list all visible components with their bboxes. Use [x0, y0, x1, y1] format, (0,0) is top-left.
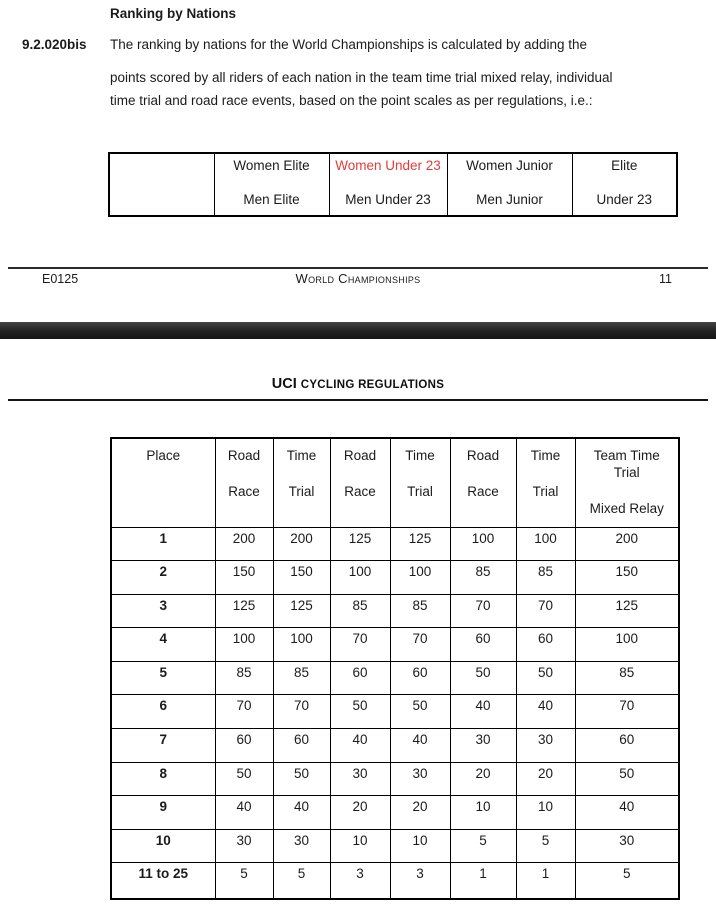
- points-cell: 40: [575, 796, 679, 830]
- points-cell: 5: [273, 863, 330, 899]
- place-cell: 2: [111, 561, 215, 595]
- footer-section-title: World Championships: [295, 271, 421, 286]
- header-line: Time: [530, 448, 561, 463]
- points-cell: 60: [516, 628, 575, 662]
- header-divider: [8, 399, 708, 401]
- points-cell: 40: [390, 729, 450, 763]
- points-table: [110, 437, 680, 900]
- categories-cell-empty: [109, 153, 214, 216]
- points-cell: 20: [390, 796, 450, 830]
- category-women-junior: Women Junior: [466, 158, 553, 173]
- points-cell: 30: [516, 729, 575, 763]
- points-cell: 85: [516, 561, 575, 595]
- points-header-team-time-trial: [575, 438, 679, 527]
- points-cell: 50: [390, 695, 450, 729]
- points-cell: 200: [575, 527, 679, 561]
- header-line: Race: [228, 484, 260, 499]
- points-cell: 60: [215, 729, 273, 763]
- uci-org-label: UCI: [271, 376, 297, 392]
- points-table-row: [111, 796, 679, 830]
- points-header-place: [111, 438, 215, 527]
- place-cell: 6: [111, 695, 215, 729]
- header-line: Team Time Trial: [593, 448, 660, 480]
- place-cell: 3: [111, 594, 215, 628]
- place-cell: 11 to 25: [111, 863, 215, 899]
- points-cell: 30: [450, 729, 516, 763]
- points-cell: 40: [450, 695, 516, 729]
- points-cell: 30: [330, 762, 390, 796]
- points-header-road-race-3: [450, 438, 516, 527]
- points-cell: 5: [575, 863, 679, 899]
- points-header-time-trial-3: [516, 438, 575, 527]
- points-cell: 100: [390, 561, 450, 595]
- points-cell: 5: [215, 863, 273, 899]
- points-cell: 60: [273, 729, 330, 763]
- footer-page-number: 11: [659, 272, 672, 286]
- categories-cell-elite-under23: [572, 153, 677, 216]
- points-cell: 125: [273, 594, 330, 628]
- page-separator: [0, 322, 716, 339]
- points-cell: 85: [575, 661, 679, 695]
- points-cell: 3: [390, 863, 450, 899]
- points-cell: 85: [215, 661, 273, 695]
- points-cell: 30: [273, 829, 330, 863]
- points-cell: 30: [215, 829, 273, 863]
- points-cell: 125: [575, 594, 679, 628]
- paragraph-line: The ranking by nations for the World Championships is calculated by adding the: [110, 37, 588, 52]
- points-cell: 50: [450, 661, 516, 695]
- category-women-elite: Women Elite: [233, 158, 310, 173]
- category-men-under-23: Men Under 23: [345, 192, 431, 207]
- points-cell: 150: [215, 561, 273, 595]
- footer-document-code: E0125: [42, 272, 79, 286]
- header-line: Place: [146, 448, 181, 463]
- points-cell: 100: [215, 628, 273, 662]
- categories-table: [108, 152, 678, 217]
- points-cell: 125: [215, 594, 273, 628]
- points-cell: 20: [330, 796, 390, 830]
- points-cell: 150: [575, 561, 679, 595]
- header-line: Time: [286, 448, 317, 463]
- article-number: 9.2.020bis: [22, 37, 87, 52]
- points-cell: 85: [330, 594, 390, 628]
- points-cell: 20: [450, 762, 516, 796]
- points-cell: 30: [575, 829, 679, 863]
- points-cell: 85: [273, 661, 330, 695]
- points-table-row: [111, 729, 679, 763]
- place-cell: 10: [111, 829, 215, 863]
- points-cell: 85: [450, 561, 516, 595]
- place-cell: 7: [111, 729, 215, 763]
- header-line: Race: [467, 484, 499, 499]
- paragraph-line: time trial and road race events, based on the point scales as per regulations, i.e.:: [110, 93, 593, 108]
- points-header-time-trial-2: [390, 438, 450, 527]
- paragraph-line: points scored by all riders of each nation in the team time trial mixed relay, individual: [110, 70, 613, 85]
- points-header-road-race-2: [330, 438, 390, 527]
- category-under-23: Under 23: [596, 192, 653, 207]
- header-line: Road: [343, 448, 377, 463]
- points-cell: 20: [516, 762, 575, 796]
- header-line: Trial: [288, 484, 315, 499]
- points-cell: 60: [450, 628, 516, 662]
- points-cell: 200: [273, 527, 330, 561]
- points-cell: 100: [330, 561, 390, 595]
- points-cell: 125: [330, 527, 390, 561]
- points-cell: 1: [516, 863, 575, 899]
- points-cell: 10: [516, 796, 575, 830]
- footer-divider: [8, 267, 708, 269]
- points-table-body: [111, 527, 679, 899]
- points-cell: 60: [575, 729, 679, 763]
- place-cell: 4: [111, 628, 215, 662]
- points-cell: 50: [215, 762, 273, 796]
- points-cell: 5: [516, 829, 575, 863]
- points-header-road-race-1: [215, 438, 273, 527]
- place-cell: 8: [111, 762, 215, 796]
- points-cell: 50: [516, 661, 575, 695]
- points-cell: 100: [575, 628, 679, 662]
- points-cell: 5: [450, 829, 516, 863]
- points-cell: 70: [450, 594, 516, 628]
- category-women-under-23: Women Under 23: [335, 158, 441, 173]
- header-line: Time: [405, 448, 435, 463]
- points-cell: 40: [330, 729, 390, 763]
- points-cell: 40: [516, 695, 575, 729]
- points-cell: 40: [273, 796, 330, 830]
- header-line: Road: [466, 448, 500, 463]
- points-cell: 70: [575, 695, 679, 729]
- category-men-junior: Men Junior: [476, 192, 543, 207]
- points-table-row: [111, 762, 679, 796]
- points-cell: 150: [273, 561, 330, 595]
- points-cell: 3: [330, 863, 390, 899]
- header-line: Trial: [532, 484, 559, 499]
- header-line: Mixed Relay: [589, 501, 664, 516]
- header-line: Trial: [407, 484, 433, 499]
- points-cell: 10: [330, 829, 390, 863]
- points-cell: 70: [330, 628, 390, 662]
- points-cell: 60: [330, 661, 390, 695]
- points-cell: 10: [450, 796, 516, 830]
- points-cell: 100: [273, 628, 330, 662]
- points-cell: 10: [390, 829, 450, 863]
- regulations-header: [0, 375, 716, 393]
- points-cell: 125: [390, 527, 450, 561]
- categories-cell-under23: [329, 153, 447, 216]
- points-cell: 30: [390, 762, 450, 796]
- points-table-row: [111, 628, 679, 662]
- points-cell: 70: [516, 594, 575, 628]
- points-cell: 50: [575, 762, 679, 796]
- categories-cell-junior: [447, 153, 572, 216]
- place-cell: 1: [111, 527, 215, 561]
- points-cell: 1: [450, 863, 516, 899]
- points-table-row: [111, 863, 679, 899]
- categories-cell-elite: [214, 153, 329, 216]
- category-men-elite: Men Elite: [243, 192, 300, 207]
- points-table-row: [111, 561, 679, 595]
- points-cell: 100: [450, 527, 516, 561]
- points-table-row: [111, 829, 679, 863]
- points-cell: 200: [215, 527, 273, 561]
- points-cell: 70: [390, 628, 450, 662]
- place-cell: 5: [111, 661, 215, 695]
- points-cell: 85: [390, 594, 450, 628]
- place-cell: 9: [111, 796, 215, 830]
- points-cell: 70: [215, 695, 273, 729]
- points-cell: 50: [273, 762, 330, 796]
- points-cell: 50: [330, 695, 390, 729]
- points-table-row: [111, 594, 679, 628]
- section-heading: Ranking by Nations: [110, 6, 237, 21]
- points-table-row: [111, 695, 679, 729]
- points-cell: 100: [516, 527, 575, 561]
- points-header-time-trial-1: [273, 438, 330, 527]
- points-cell: 60: [390, 661, 450, 695]
- points-cell: 40: [215, 796, 273, 830]
- categories-row: [109, 153, 677, 216]
- header-line: Race: [344, 484, 376, 499]
- regulations-title-label: CYCLING REGULATIONS: [300, 379, 445, 391]
- points-table-row: [111, 661, 679, 695]
- header-line: Road: [227, 448, 261, 463]
- points-table-row: [111, 527, 679, 561]
- points-header-row: [111, 438, 679, 527]
- category-elite: Elite: [611, 158, 638, 173]
- points-cell: 70: [273, 695, 330, 729]
